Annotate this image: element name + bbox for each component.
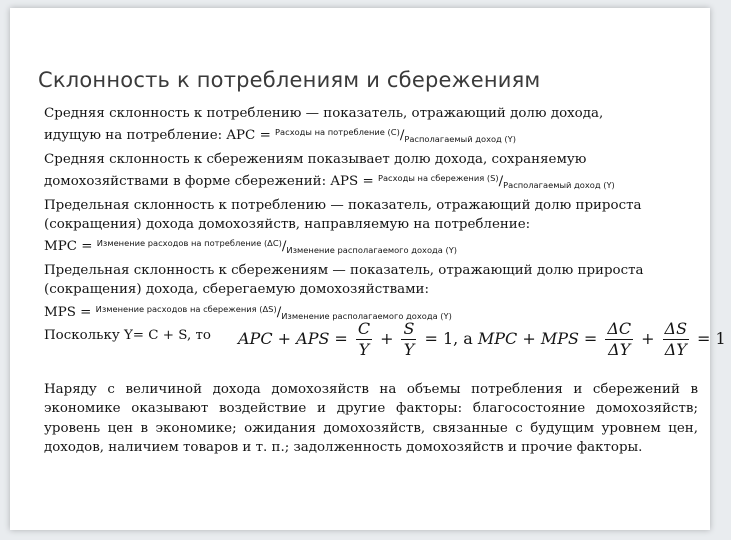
mps-prefix: MPS = [44,304,96,320]
plus-sign: + [380,329,394,349]
mps-denominator: Изменение располагаемого дохода (Y) [281,310,452,321]
mps-definition-line-1: Предельная склонность к сбережениям — показатель, отражающий долю прироста [44,262,644,278]
aps-denominator: Располагаемый доход (Y) [503,180,615,191]
identity-equations [238,316,731,362]
mpc-definition-line-2: (сокращения) дохода домохозяйств, направляемую на потребление: [44,217,531,233]
fraction-numerator-s: S [403,318,415,338]
apc-definition-line: Средняя склонность к потреблению — показатель, отражающий долю дохода, [44,106,604,121]
paragraph-line: экономике оказывают воздействие и другие факторы: благосостояние домохозяйств; [44,401,698,417]
mpc-numerator: Изменение расходов на потребление (ΔC) [96,238,282,249]
fraction-denominator-y: Y [403,339,415,359]
identity-row [44,318,726,372]
dc-over-dy-fraction [605,320,633,359]
mpc-prefix: MPC = [44,239,97,255]
mps-numerator: Изменение расходов на сбережения (ΔS) [95,303,277,314]
apc-formula-line [44,123,698,149]
c-over-y-fraction [356,320,372,359]
apc-slash: / [399,128,405,144]
apc-numerator: Расходы на потребление (С) [275,127,400,138]
equals-sign: = [583,329,598,349]
aps-definition-line: Средняя склонность к сбережениям показывает долю дохода, сохраняемую [44,151,587,167]
slide-body [44,104,726,458]
equals-one: = 1 [697,329,726,349]
mps-slash: / [276,304,282,320]
plus-sign: + [641,329,655,349]
slide [10,8,726,530]
mpc-slash: / [281,239,287,255]
ds-over-dy-fraction [663,320,690,359]
fraction-numerator-ds: ΔS [664,318,688,338]
fraction-denominator-dy: ΔY [664,339,687,359]
s-over-y-fraction [401,320,416,359]
mpc-mps-sum: MPC + MPS [477,329,579,349]
aps-formula-line [44,169,698,195]
mps-definition-line-2: (сокращения) дохода, сберегаемую домохозяйствами: [44,282,429,298]
fraction-numerator-dc: ΔC [607,318,632,338]
fraction-denominator-dy: ΔY [608,339,631,359]
fraction-numerator-c: C [357,318,371,338]
paragraph-line: доходов, наличием товаров и т. п.; задолженность домохозяйств и прочие факторы. [44,440,643,456]
identity-label: Поскольку Y= C + S, то [44,328,211,344]
fraction-denominator-y: Y [358,339,370,359]
mpc-denominator: Изменение располагаемого дохода (Y) [286,245,458,256]
apc-aps-sum: APC + APS [238,329,330,349]
apc-denominator: Располагаемый доход (Y) [404,134,516,145]
factors-paragraph [44,380,698,458]
paragraph-line: уровень цен в экономике; ожидания домохозяйств, связанные с будущим уровнем цен, [44,420,698,436]
equals-sign: = [334,329,348,349]
apc-prefix: идущую на потребление: APC = [44,128,276,144]
slide-title: Склонность к потреблениям и сбережениям [38,68,541,92]
mpc-formula-line [44,234,698,260]
aps-numerator: Расходы на сбережения (S) [377,173,499,184]
aps-slash: / [498,174,504,190]
equals-one-and: = 1, а [424,329,473,349]
mpc-definition-line-1: Предельная склонность к потреблению — показатель, отражающий долю прироста [44,197,642,213]
aps-prefix: домохозяйствами в форме сбережений: APS = [44,174,378,190]
paragraph-line: Наряду с величиной дохода домохозяйств на объемы потребления и сбережений в [44,382,698,398]
